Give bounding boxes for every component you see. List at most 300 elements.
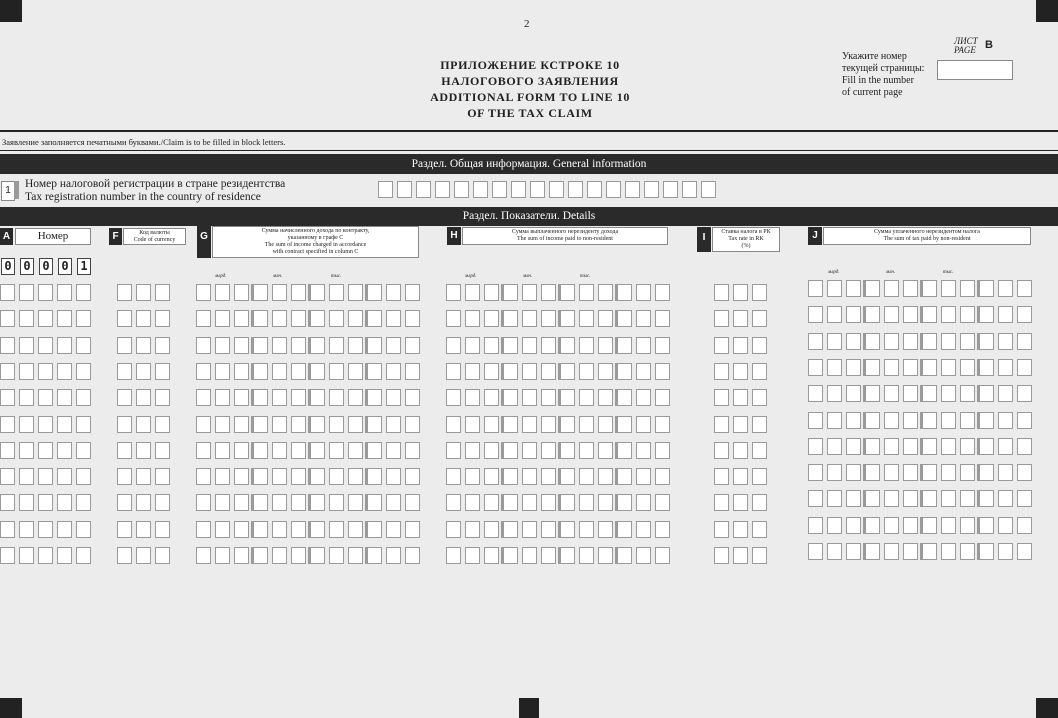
tax-paid-cell[interactable] [903, 543, 918, 560]
income-charged-cell[interactable] [196, 337, 211, 354]
tax-paid-cell[interactable] [979, 543, 994, 560]
tax-paid-cell[interactable] [865, 385, 880, 402]
tax-paid-cell[interactable] [827, 333, 842, 350]
tax-paid-cell[interactable] [998, 517, 1013, 534]
income-paid-cell[interactable] [636, 389, 651, 406]
tax-paid-cell[interactable] [941, 490, 956, 507]
row-number-cell[interactable] [19, 442, 34, 459]
tax-rate-cell[interactable] [752, 310, 767, 327]
currency-code-cell[interactable] [136, 416, 151, 433]
income-charged-cell[interactable] [234, 363, 249, 380]
income-charged-cell[interactable] [367, 521, 382, 538]
tax-paid-cell[interactable] [865, 490, 880, 507]
income-charged-cell[interactable] [386, 363, 401, 380]
tax-paid-cell[interactable] [1017, 490, 1032, 507]
income-charged-cell[interactable] [367, 363, 382, 380]
income-charged-cell[interactable] [348, 389, 363, 406]
income-charged-cell[interactable] [329, 310, 344, 327]
income-paid-cell[interactable] [541, 284, 556, 301]
row-number-cell[interactable] [38, 389, 53, 406]
tax-paid-cell[interactable] [827, 517, 842, 534]
income-paid-cell[interactable] [522, 547, 537, 564]
income-paid-cell[interactable] [484, 521, 499, 538]
tax-paid-cell[interactable] [808, 490, 823, 507]
income-charged-cell[interactable] [272, 310, 287, 327]
tax-paid-cell[interactable] [998, 385, 1013, 402]
income-charged-cell[interactable] [215, 310, 230, 327]
income-charged-cell[interactable] [196, 494, 211, 511]
row-number-cell[interactable] [57, 468, 72, 485]
tax-paid-cell[interactable] [884, 490, 899, 507]
income-paid-cell[interactable] [446, 416, 461, 433]
income-paid-cell[interactable] [579, 416, 594, 433]
tax-registration-cell[interactable] [397, 181, 412, 198]
tax-paid-cell[interactable] [846, 385, 861, 402]
currency-code-cell[interactable] [155, 284, 170, 301]
tax-paid-cell[interactable] [1017, 412, 1032, 429]
tax-rate-cell[interactable] [752, 442, 767, 459]
income-charged-cell[interactable] [291, 284, 306, 301]
income-paid-cell[interactable] [484, 494, 499, 511]
tax-paid-cell[interactable] [941, 412, 956, 429]
tax-registration-cell[interactable] [568, 181, 583, 198]
income-charged-cell[interactable] [386, 442, 401, 459]
income-paid-cell[interactable] [655, 310, 670, 327]
income-paid-cell[interactable] [503, 389, 518, 406]
income-paid-cell[interactable] [541, 389, 556, 406]
currency-code-cell[interactable] [136, 468, 151, 485]
income-charged-cell[interactable] [291, 337, 306, 354]
tax-paid-cell[interactable] [979, 517, 994, 534]
income-charged-cell[interactable] [329, 363, 344, 380]
currency-code-cell[interactable] [155, 547, 170, 564]
tax-rate-cell[interactable] [733, 363, 748, 380]
tax-paid-cell[interactable] [960, 517, 975, 534]
income-charged-cell[interactable] [291, 442, 306, 459]
tax-rate-cell[interactable] [733, 310, 748, 327]
income-charged-cell[interactable] [253, 310, 268, 327]
currency-code-cell[interactable] [136, 442, 151, 459]
row-number-cell[interactable] [0, 468, 15, 485]
currency-code-cell[interactable] [117, 284, 132, 301]
tax-paid-cell[interactable] [808, 306, 823, 323]
income-paid-cell[interactable] [560, 284, 575, 301]
income-paid-cell[interactable] [636, 468, 651, 485]
currency-code-cell[interactable] [117, 468, 132, 485]
currency-code-cell[interactable] [155, 310, 170, 327]
income-charged-cell[interactable] [310, 363, 325, 380]
income-paid-cell[interactable] [465, 494, 480, 511]
tax-paid-cell[interactable] [865, 517, 880, 534]
tax-paid-cell[interactable] [846, 543, 861, 560]
income-paid-cell[interactable] [465, 337, 480, 354]
tax-rate-cell[interactable] [733, 416, 748, 433]
tax-paid-cell[interactable] [884, 385, 899, 402]
income-charged-cell[interactable] [253, 494, 268, 511]
income-paid-cell[interactable] [503, 521, 518, 538]
currency-code-cell[interactable] [117, 442, 132, 459]
tax-registration-cell[interactable] [625, 181, 640, 198]
income-charged-cell[interactable] [386, 337, 401, 354]
income-paid-cell[interactable] [465, 521, 480, 538]
income-paid-cell[interactable] [465, 442, 480, 459]
income-charged-cell[interactable] [310, 310, 325, 327]
income-paid-cell[interactable] [655, 494, 670, 511]
income-paid-cell[interactable] [560, 389, 575, 406]
income-charged-cell[interactable] [405, 442, 420, 459]
tax-paid-cell[interactable] [922, 464, 937, 481]
income-charged-cell[interactable] [272, 363, 287, 380]
row-number-cell[interactable] [19, 310, 34, 327]
income-paid-cell[interactable] [598, 284, 613, 301]
income-paid-cell[interactable] [655, 389, 670, 406]
income-paid-cell[interactable] [446, 363, 461, 380]
row-number-cell[interactable] [76, 416, 91, 433]
tax-rate-cell[interactable] [714, 337, 729, 354]
tax-paid-cell[interactable] [808, 412, 823, 429]
income-charged-cell[interactable] [329, 468, 344, 485]
row-number-cell[interactable] [38, 547, 53, 564]
income-paid-cell[interactable] [579, 389, 594, 406]
income-charged-cell[interactable] [348, 521, 363, 538]
currency-code-cell[interactable] [136, 521, 151, 538]
income-charged-cell[interactable] [291, 310, 306, 327]
row-number-cell[interactable] [57, 521, 72, 538]
tax-paid-cell[interactable] [960, 490, 975, 507]
income-charged-cell[interactable] [291, 521, 306, 538]
income-charged-cell[interactable] [386, 468, 401, 485]
tax-rate-cell[interactable] [714, 442, 729, 459]
tax-paid-cell[interactable] [827, 543, 842, 560]
tax-paid-cell[interactable] [827, 464, 842, 481]
income-paid-cell[interactable] [503, 442, 518, 459]
row-number-cell[interactable] [57, 310, 72, 327]
tax-registration-cell[interactable] [416, 181, 431, 198]
tax-rate-cell[interactable] [752, 416, 767, 433]
tax-paid-cell[interactable] [941, 438, 956, 455]
income-charged-cell[interactable] [234, 310, 249, 327]
tax-paid-cell[interactable] [808, 385, 823, 402]
tax-paid-cell[interactable] [846, 490, 861, 507]
income-paid-cell[interactable] [655, 521, 670, 538]
income-paid-cell[interactable] [484, 284, 499, 301]
income-paid-cell[interactable] [617, 310, 632, 327]
income-charged-cell[interactable] [348, 337, 363, 354]
row-number-cell[interactable] [38, 337, 53, 354]
row-number-cell[interactable] [38, 416, 53, 433]
income-paid-cell[interactable] [579, 363, 594, 380]
tax-rate-cell[interactable] [733, 337, 748, 354]
income-paid-cell[interactable] [484, 310, 499, 327]
income-charged-cell[interactable] [348, 284, 363, 301]
income-paid-cell[interactable] [617, 547, 632, 564]
tax-rate-cell[interactable] [733, 389, 748, 406]
tax-paid-cell[interactable] [960, 385, 975, 402]
income-charged-cell[interactable] [310, 468, 325, 485]
tax-paid-cell[interactable] [865, 280, 880, 297]
income-charged-cell[interactable] [215, 494, 230, 511]
row-number-cell[interactable] [57, 547, 72, 564]
row-number-cell[interactable] [57, 389, 72, 406]
income-paid-cell[interactable] [503, 363, 518, 380]
tax-paid-cell[interactable] [1017, 306, 1032, 323]
income-paid-cell[interactable] [522, 494, 537, 511]
income-paid-cell[interactable] [579, 494, 594, 511]
income-charged-cell[interactable] [253, 284, 268, 301]
income-charged-cell[interactable] [215, 389, 230, 406]
row-number-cell[interactable] [19, 416, 34, 433]
tax-paid-cell[interactable] [903, 306, 918, 323]
tax-registration-cell[interactable] [492, 181, 507, 198]
income-paid-cell[interactable] [541, 547, 556, 564]
tax-paid-cell[interactable] [884, 464, 899, 481]
row-number-cell[interactable] [57, 284, 72, 301]
tax-paid-cell[interactable] [922, 280, 937, 297]
income-paid-cell[interactable] [617, 363, 632, 380]
tax-rate-cell[interactable] [752, 547, 767, 564]
tax-paid-cell[interactable] [960, 543, 975, 560]
income-charged-cell[interactable] [329, 337, 344, 354]
tax-paid-cell[interactable] [979, 438, 994, 455]
income-paid-cell[interactable] [560, 416, 575, 433]
income-paid-cell[interactable] [598, 547, 613, 564]
tax-paid-cell[interactable] [979, 359, 994, 376]
tax-rate-cell[interactable] [714, 389, 729, 406]
tax-rate-cell[interactable] [733, 547, 748, 564]
currency-code-cell[interactable] [117, 337, 132, 354]
income-paid-cell[interactable] [598, 389, 613, 406]
tax-registration-cell[interactable] [701, 181, 716, 198]
row-number-cell[interactable] [0, 494, 15, 511]
tax-paid-cell[interactable] [960, 438, 975, 455]
tax-paid-cell[interactable] [941, 359, 956, 376]
tax-paid-cell[interactable] [846, 517, 861, 534]
income-paid-cell[interactable] [503, 416, 518, 433]
tax-paid-cell[interactable] [808, 280, 823, 297]
income-paid-cell[interactable] [446, 310, 461, 327]
income-charged-cell[interactable] [329, 389, 344, 406]
income-paid-cell[interactable] [560, 442, 575, 459]
tax-rate-cell[interactable] [733, 468, 748, 485]
tax-paid-cell[interactable] [827, 359, 842, 376]
income-charged-cell[interactable] [386, 310, 401, 327]
income-paid-cell[interactable] [560, 521, 575, 538]
income-paid-cell[interactable] [636, 284, 651, 301]
tax-paid-cell[interactable] [903, 385, 918, 402]
income-paid-cell[interactable] [503, 468, 518, 485]
income-paid-cell[interactable] [465, 547, 480, 564]
income-charged-cell[interactable] [405, 337, 420, 354]
income-charged-cell[interactable] [367, 310, 382, 327]
currency-code-cell[interactable] [136, 547, 151, 564]
row-number-cell[interactable] [19, 494, 34, 511]
currency-code-cell[interactable] [155, 494, 170, 511]
tax-registration-cell[interactable] [530, 181, 545, 198]
tax-registration-cell[interactable] [378, 181, 393, 198]
income-paid-cell[interactable] [484, 547, 499, 564]
tax-paid-cell[interactable] [808, 464, 823, 481]
tax-paid-cell[interactable] [865, 464, 880, 481]
income-paid-cell[interactable] [465, 284, 480, 301]
tax-paid-cell[interactable] [979, 280, 994, 297]
tax-paid-cell[interactable] [1017, 438, 1032, 455]
tax-rate-cell[interactable] [733, 284, 748, 301]
income-charged-cell[interactable] [405, 363, 420, 380]
tax-rate-cell[interactable] [714, 363, 729, 380]
income-paid-cell[interactable] [446, 521, 461, 538]
tax-paid-cell[interactable] [903, 280, 918, 297]
income-charged-cell[interactable] [291, 494, 306, 511]
income-paid-cell[interactable] [636, 442, 651, 459]
income-paid-cell[interactable] [579, 310, 594, 327]
tax-paid-cell[interactable] [884, 412, 899, 429]
income-paid-cell[interactable] [522, 442, 537, 459]
income-charged-cell[interactable] [405, 521, 420, 538]
income-charged-cell[interactable] [386, 389, 401, 406]
income-charged-cell[interactable] [348, 547, 363, 564]
currency-code-cell[interactable] [136, 494, 151, 511]
tax-rate-cell[interactable] [733, 494, 748, 511]
tax-paid-cell[interactable] [884, 517, 899, 534]
tax-paid-cell[interactable] [998, 280, 1013, 297]
tax-paid-cell[interactable] [960, 306, 975, 323]
tax-paid-cell[interactable] [903, 359, 918, 376]
tax-rate-cell[interactable] [733, 442, 748, 459]
currency-code-cell[interactable] [155, 468, 170, 485]
tax-registration-cell[interactable] [454, 181, 469, 198]
row-number-cell[interactable] [0, 337, 15, 354]
row-number-cell[interactable] [76, 310, 91, 327]
income-charged-cell[interactable] [272, 442, 287, 459]
income-paid-cell[interactable] [579, 468, 594, 485]
income-charged-cell[interactable] [215, 363, 230, 380]
tax-paid-cell[interactable] [827, 412, 842, 429]
currency-code-cell[interactable] [155, 337, 170, 354]
tax-rate-cell[interactable] [733, 521, 748, 538]
income-paid-cell[interactable] [617, 337, 632, 354]
tax-registration-cell[interactable] [606, 181, 621, 198]
tax-paid-cell[interactable] [960, 359, 975, 376]
income-paid-cell[interactable] [636, 494, 651, 511]
tax-paid-cell[interactable] [960, 412, 975, 429]
income-charged-cell[interactable] [253, 547, 268, 564]
income-paid-cell[interactable] [522, 389, 537, 406]
tax-paid-cell[interactable] [808, 333, 823, 350]
income-charged-cell[interactable] [215, 547, 230, 564]
income-paid-cell[interactable] [617, 389, 632, 406]
tax-rate-cell[interactable] [714, 310, 729, 327]
income-charged-cell[interactable] [367, 416, 382, 433]
income-charged-cell[interactable] [272, 416, 287, 433]
tax-paid-cell[interactable] [941, 333, 956, 350]
income-paid-cell[interactable] [465, 389, 480, 406]
tax-paid-cell[interactable] [922, 359, 937, 376]
tax-registration-cell[interactable] [663, 181, 678, 198]
currency-code-cell[interactable] [117, 389, 132, 406]
tax-paid-cell[interactable] [827, 438, 842, 455]
income-paid-cell[interactable] [522, 363, 537, 380]
row-number-cell[interactable] [38, 310, 53, 327]
income-paid-cell[interactable] [636, 310, 651, 327]
currency-code-cell[interactable] [136, 284, 151, 301]
income-charged-cell[interactable] [272, 468, 287, 485]
income-charged-cell[interactable] [367, 494, 382, 511]
income-charged-cell[interactable] [367, 389, 382, 406]
income-paid-cell[interactable] [560, 310, 575, 327]
tax-rate-cell[interactable] [714, 284, 729, 301]
income-charged-cell[interactable] [405, 468, 420, 485]
income-charged-cell[interactable] [367, 337, 382, 354]
income-paid-cell[interactable] [636, 337, 651, 354]
income-paid-cell[interactable] [522, 284, 537, 301]
row-number-cell[interactable] [38, 442, 53, 459]
income-paid-cell[interactable] [484, 389, 499, 406]
income-paid-cell[interactable] [617, 521, 632, 538]
tax-paid-cell[interactable] [903, 438, 918, 455]
row-number-cell[interactable] [0, 442, 15, 459]
row-number-cell[interactable] [19, 547, 34, 564]
currency-code-cell[interactable] [117, 310, 132, 327]
income-paid-cell[interactable] [541, 337, 556, 354]
income-paid-cell[interactable] [446, 547, 461, 564]
income-charged-cell[interactable] [348, 468, 363, 485]
tax-paid-cell[interactable] [865, 543, 880, 560]
tax-rate-cell[interactable] [752, 337, 767, 354]
tax-paid-cell[interactable] [865, 306, 880, 323]
income-paid-cell[interactable] [579, 521, 594, 538]
row-number-cell[interactable] [38, 494, 53, 511]
income-charged-cell[interactable] [196, 284, 211, 301]
income-paid-cell[interactable] [484, 337, 499, 354]
income-charged-cell[interactable] [253, 468, 268, 485]
income-paid-cell[interactable] [446, 494, 461, 511]
tax-paid-cell[interactable] [865, 438, 880, 455]
row-number-cell[interactable] [57, 442, 72, 459]
income-paid-cell[interactable] [560, 547, 575, 564]
tax-paid-cell[interactable] [808, 543, 823, 560]
row-number-cell[interactable] [0, 547, 15, 564]
tax-paid-cell[interactable] [827, 306, 842, 323]
income-charged-cell[interactable] [215, 521, 230, 538]
row-number-cell[interactable] [0, 310, 15, 327]
tax-paid-cell[interactable] [1017, 543, 1032, 560]
tax-paid-cell[interactable] [846, 438, 861, 455]
tax-paid-cell[interactable] [922, 385, 937, 402]
currency-code-cell[interactable] [117, 416, 132, 433]
income-paid-cell[interactable] [655, 363, 670, 380]
income-paid-cell[interactable] [522, 337, 537, 354]
tax-paid-cell[interactable] [1017, 359, 1032, 376]
row-number-cell[interactable] [57, 416, 72, 433]
income-charged-cell[interactable] [291, 363, 306, 380]
tax-paid-cell[interactable] [922, 412, 937, 429]
income-charged-cell[interactable] [310, 389, 325, 406]
tax-paid-cell[interactable] [960, 280, 975, 297]
row-number-cell[interactable] [38, 468, 53, 485]
tax-paid-cell[interactable] [884, 543, 899, 560]
tax-paid-cell[interactable] [846, 306, 861, 323]
tax-paid-cell[interactable] [998, 306, 1013, 323]
tax-paid-cell[interactable] [979, 385, 994, 402]
tax-registration-cell[interactable] [511, 181, 526, 198]
tax-paid-cell[interactable] [998, 438, 1013, 455]
income-paid-cell[interactable] [541, 310, 556, 327]
tax-paid-cell[interactable] [998, 490, 1013, 507]
income-paid-cell[interactable] [541, 468, 556, 485]
income-paid-cell[interactable] [598, 363, 613, 380]
income-paid-cell[interactable] [655, 442, 670, 459]
income-charged-cell[interactable] [272, 389, 287, 406]
